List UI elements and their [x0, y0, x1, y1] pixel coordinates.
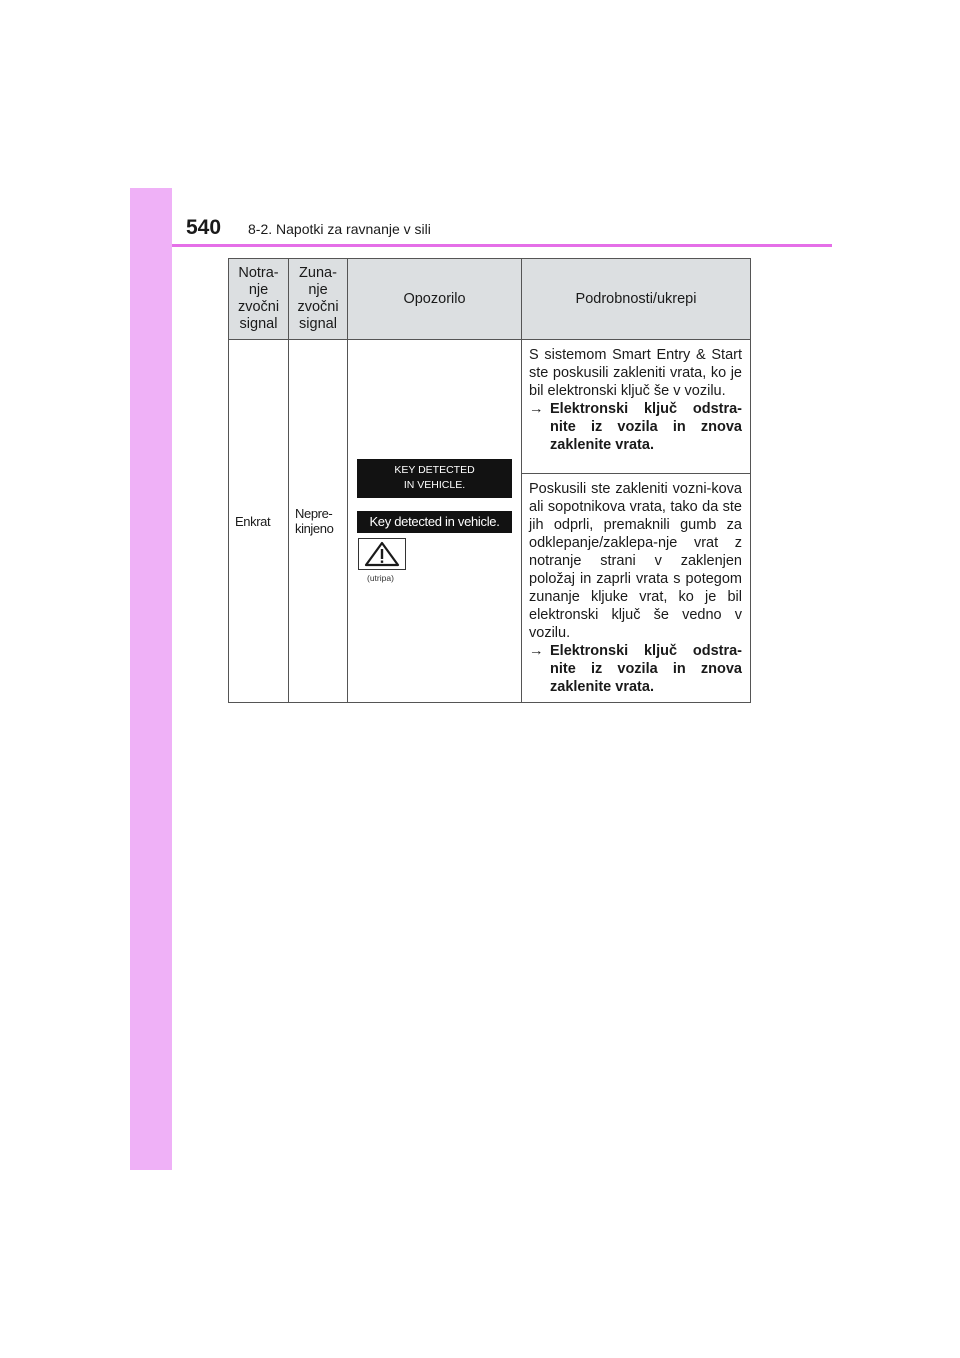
warning-table — [228, 258, 751, 703]
detail-action-text: Elektronski ključ odstra-nite iz vozila in znova zaklenite vrata. — [550, 643, 742, 695]
detail-action-text: Elektronski ključ odstra-nite iz vozila in znova zaklenite vrata. — [550, 401, 742, 453]
table-row — [229, 340, 751, 474]
detail-action — [529, 642, 742, 696]
detail-text: Poskusili ste zakleniti vozni-kova ali sopotnikova vrata, tako da ste jih odprli, premaknili gumb za odklepanje/zaklepa-nje vrat z notranje strani v zaklenjen položaj in zaprli vrata s potegom zunanje kljuke vrat, ko je bil elektronski ključ še vedno v vozilu. — [529, 481, 742, 641]
col-warning: Opozorilo — [348, 259, 522, 340]
col-details: Podrobnosti/ukrepi — [522, 259, 751, 340]
col-outer-buzzer: Zuna- nje zvočni signal — [289, 259, 348, 340]
inner-buzzer-value: Enkrat — [229, 340, 289, 703]
arrow-icon: → — [529, 643, 544, 659]
detail-action — [529, 400, 742, 454]
master-warning-light — [358, 538, 406, 570]
multi-info-display-message-alt: Key detected in vehicle. — [357, 511, 512, 533]
detail-text: S sistemom Smart Entry & Start ste poskusili zakleniti vrata, ko je bil elektronski ključ še v vozilu. — [529, 347, 742, 399]
arrow-icon: → — [529, 401, 544, 417]
details-cell-1 — [522, 340, 751, 474]
multi-info-display-message: KEY DETECTED IN VEHICLE. — [357, 459, 512, 498]
table-header-row — [229, 259, 751, 340]
chapter-side-tab — [130, 188, 172, 1170]
col-inner-buzzer: Notra- nje zvočni signal — [229, 259, 289, 340]
section-title: 8-2. Napotki za ravnanje v sili — [248, 221, 431, 237]
outer-buzzer-value: Nepre- kinjeno — [289, 340, 348, 703]
header-rule — [172, 244, 832, 247]
warning-display-cell — [348, 340, 522, 703]
page-header — [172, 216, 832, 246]
page-number: 540 — [186, 216, 222, 239]
flashing-note: (utripa) — [367, 573, 394, 583]
exclamation-triangle-icon — [362, 540, 402, 568]
details-cell-2 — [522, 474, 751, 703]
